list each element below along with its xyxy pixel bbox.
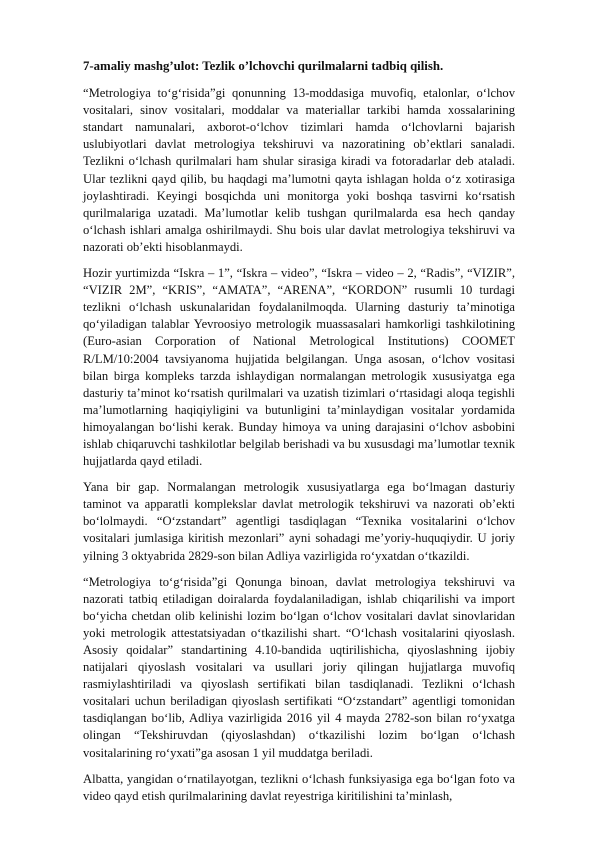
paragraph-verification: “Metrologiya to‘g‘risida”gi Qonunga binoan, davlat metrologiya tekshiruvi va nazorati tatbiq etiladigan doiralarda foydalaniladigan, ishlab chiqarilishi va import bo‘yicha chetdan olib kelinishi lozim bo‘lgan o‘lchov vositalari davlat sinovlaridan yoki metrologik attestatsiyadan o‘tkazilishi shart. “O‘lchash vositalarini qiyoslash. Asosiy qoidalar” standartining 4.10-bandida uqtirilishicha, qiyoslashning ijobiy natijalari qiyoslash vositalari va usullari joriy qilingan hujjatlarga muvofiq rasmiylashtiriladi va qiyoslash sertifikati bilan tasdiqlanadi. Tezlikni o‘lchash vositalari uchun beriladigan qiyoslash sertifikati “O‘zstandart” agentligi tomonidan tasdiqlangan bo‘lib, Adliya vazirligida 2016 yil 4 mayda 2782-son bilan ro‘yxatga olingan “Tekshiruvdan (qiyoslashdan) o‘tkazilishi lozim bo‘lgan o‘lchash vositalarining ro‘yxati”ga asosan 1 yil muddatga beriladi.: [83, 574, 515, 760]
document-title: 7-amaliy mashg’ulot: Tezlik o’lchovchi qurilmalarni tadbiq qilish.: [83, 59, 444, 73]
paragraph-speed-devices: Hozir yurtimizda “Iskra – 1”, “Iskra – video”, “Iskra – video – 2, “Radis”, “VIZIR”, “VIZIR 2M”, “KRIS”, “AMATA”, “ARENA”, “KORDON” rusumli 10 turdagi tezlikni o‘lchash uskunalaridan foydalanilmoqda. Ularning dasturiy ta’minotiga qo‘yiladigan talablar Yevroosiyo metrologik muassasalari hamkorligi tashkilotining (Euro-asian Corporation of National Metrological Institutions) COOMET R/LM/10:2004 tavsiyanoma hujjatida belgilangan. Unga asosan, o‘lchov vositasi bilan birga kompleks tarzda ishlaydigan normalangan metrologik xususiyatga ega dasturiy ta’minot ko‘rsatish qurilmalari va uzatish tizimlari o‘rtasidagi aloqa tegishli ma’lumotlarning haqiqiyligini va butunligini ta’minlaydigan vositalar yordamida himoyalangan bo‘lishi kerak. Bunday himoya va uning darajasini o‘lchov asbobini ishlab chiqaruvchi tashkilotlar belgilab berishadi va bu xususdagi ma’lumotlar texnik hujjatlarda qayd etiladi.: [83, 266, 515, 469]
paragraph-metrology-law: “Metrologiya to‘g‘risida”gi qonunning 13-moddasiga muvofiq, etalonlar, o‘lchov vositalari, sinov vositalari, moddalar va materiallar tarkibi hamda xossalarining standart namunalari, axborot-o‘lchov tizimlari hamda o‘lchovlarni bajarish uslubiyotlari davlat metrologiya tekshiruvi va nazoratining ob’ektlari sanaladi. Tezlikni o‘lchash qurilmalari ham shular sirasiga kiradi va fotoradarlar deb ataladi. Ular tezlikni qayd qilib, bu haqdagi ma’lumotni qayta ishlagan holda o‘z xotirasiga joylashtiradi. Keyingi bosqichda uni monitorga yoki boshqa tasvirni ko‘rsatish qurilmalariga uzatadi. Ma’lumotlar kelib tushgan qurilmalarda esa hech qanday o‘lchash ishlari amalga oshirilmaydi. Shu bois ular davlat metrologiya tekshiruvi va nazorati ob’ekti hisoblanmaydi.: [83, 86, 515, 254]
paragraph-registry: Albatta, yangidan o‘rnatilayotgan, tezlikni o‘lchash funksiyasiga ega bo‘lgan foto va video qayd etish qurilmalarining davlat reyestriga kiritilishini ta’minlash,: [83, 771, 515, 803]
document-page: [83, 58, 515, 814]
paragraph-software-requirements: Yana bir gap. Normalangan metrologik xususiyatlarga ega bo‘lmagan dasturiy taminot va apparatli komplekslar davlat metrologik tekshiruvi va nazorati ob’ekti bo‘lolmaydi. “O‘zstandart” agentligi tasdiqlagan “Texnika vositalarini o‘lchov vositalari jumlasiga kiritish mezonlari” ayni sohadagi me’yoriy-huquqiydir. U joriy yilning 3 oktyabrida 2829-son bilan Adliya vazirligida ro‘yxatdan o‘tkazildi.: [83, 480, 515, 563]
